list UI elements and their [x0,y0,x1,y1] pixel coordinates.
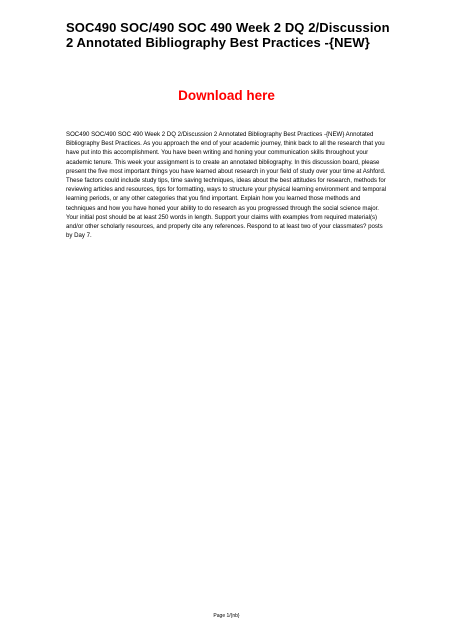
document-title: SOC490 SOC/490 SOC 490 Week 2 DQ 2/Discussion 2 Annotated Bibliography Best Practices -{NEW} [66,20,390,50]
page-number: Page 1/{nb} [213,613,240,619]
document-body: SOC490 SOC/490 SOC 490 Week 2 DQ 2/Discussion 2 Annotated Bibliography Best Practices -{NEW} Annotated Bibliography Best Practices. As you approach the end of your academic journey, think back to all the research that you have put into this accomplishment. You have been writing and honing your communication skills throughout your academic tenure. This week your assignment is to create an annotated bibliography. In this discussion board, please present the five most important things you have learned about research in your field of study over your time at Ashford. These factors could include study tips, time saving techniques, ideas about the best attitudes for research, methods for reviewing articles and resources, tips for formatting, ways to structure your physical learning environment and temporal learning periods, or any other categories that you find important. Explain how you learned those methods and techniques and how you have honed your ability to do research as you progressed through the social science major. Your initial post should be at least 250 words in length. Support your claims with examples from required material(s) and/or other scholarly resources, and properly cite any references. Respond to at least two of your classmates? posts by Day 7. [66,131,387,240]
download-link[interactable]: Download here [178,88,275,103]
